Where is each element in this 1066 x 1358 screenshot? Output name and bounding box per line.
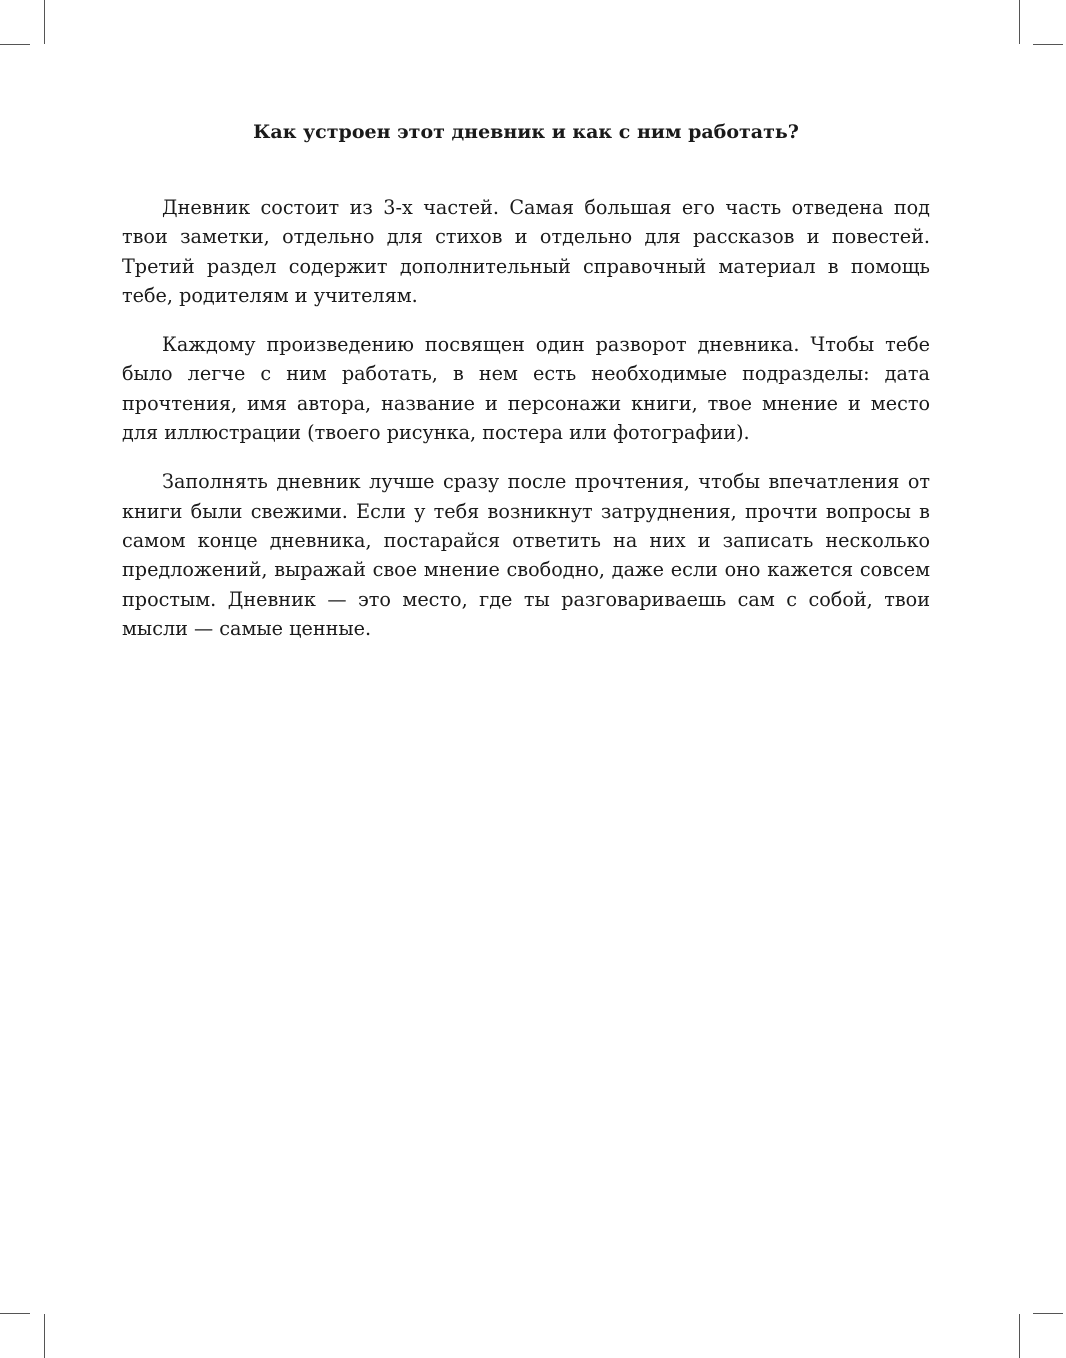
page-title: Как устроен этот дневник и как с ним работать? — [253, 121, 799, 143]
paragraph-structure: Дневник состоит из 3-х частей. Самая большая его часть отведена под твои заметки, отдельно для стихов и отдельно для рассказов и повестей. Третий раздел содержит дополнительный справочный материал в помощь тебе, родителям и учителям. — [122, 196, 930, 307]
crop-mark-top-left-vertical — [44, 0, 45, 44]
crop-mark-bottom-left-vertical — [44, 1314, 45, 1358]
crop-mark-bottom-left-horizontal — [0, 1313, 30, 1314]
crop-mark-bottom-right-horizontal — [1033, 1313, 1063, 1314]
crop-mark-bottom-right-vertical — [1019, 1314, 1020, 1358]
paragraph-spread: Каждому произведению посвящен один разворот дневника. Чтобы тебе было легче с ним работать, в нем есть необходимые подразделы: дата прочтения, имя автора, название и персонажи книги, твое мнение и место для иллюстрации (твоего рисунка, постера или фотографии). — [122, 333, 930, 445]
text-body — [122, 116, 930, 643]
crop-mark-top-right-vertical — [1019, 0, 1020, 44]
crop-mark-top-left-horizontal — [0, 44, 30, 45]
paragraph-filling: Заполнять дневник лучше сразу после прочтения, чтобы впечатления от книги были свежими. Если у тебя возникнут затруднения, прочти вопросы в самом конце дневника, постарайся ответить на них и записать несколько предложений, выражай свое мнение свободно, даже если оно кажется совсем простым. Дневник — это место, где ты разговариваешь сам с собой, твои мысли — самые ценные. — [122, 470, 930, 640]
crop-mark-top-right-horizontal — [1033, 44, 1063, 45]
